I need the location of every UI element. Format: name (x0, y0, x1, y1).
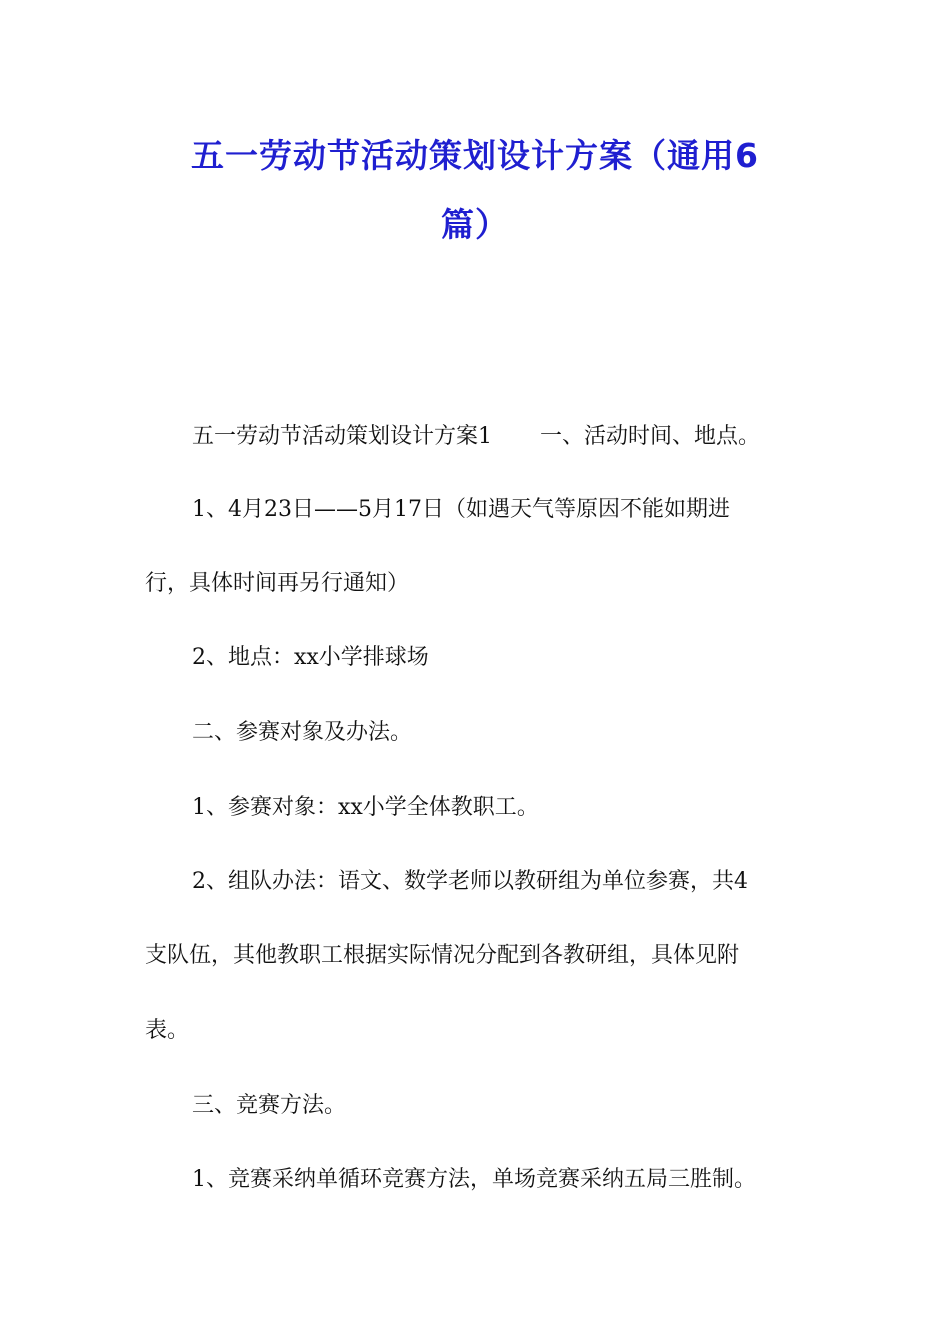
paragraph-2-line-1: 1、4月23日——5月17日（如遇天气等原因不能如期进 (192, 497, 730, 522)
document-title-line-1: 五一劳动节活动策划设计方案（通用6 (191, 136, 759, 175)
paragraph-6-line-1: 2、组队办法：语文、数学老师以教研组为单位参赛，共4 (192, 869, 748, 894)
section-heading: 五一劳动节活动策划设计方案1 (192, 424, 492, 449)
document-title-line-2: 篇） (441, 205, 509, 244)
paragraph-6-line-3: 表。 (145, 1018, 190, 1043)
paragraph-1 (192, 422, 857, 452)
paragraph-6-line-2: 支队伍，其他教职工根据实际情况分配到各教研组，具体见附 (145, 943, 740, 968)
paragraph-3: 2、地点：xx小学排球场 (192, 645, 429, 670)
paragraph-4: 二、参赛对象及办法。 (192, 720, 413, 745)
paragraph-7: 三、竞赛方法。 (192, 1093, 347, 1118)
paragraph-2-line-2: 行，具体时间再另行通知） (145, 571, 410, 596)
paragraph-5: 1、参赛对象：xx小学全体教职工。 (192, 795, 539, 820)
paragraph-8: 1、竞赛采纳单循环竞赛方法，单场竞赛采纳五局三胜制。 (192, 1167, 756, 1192)
paragraph-1-tail: 一、活动时间、地点。 (540, 424, 761, 449)
